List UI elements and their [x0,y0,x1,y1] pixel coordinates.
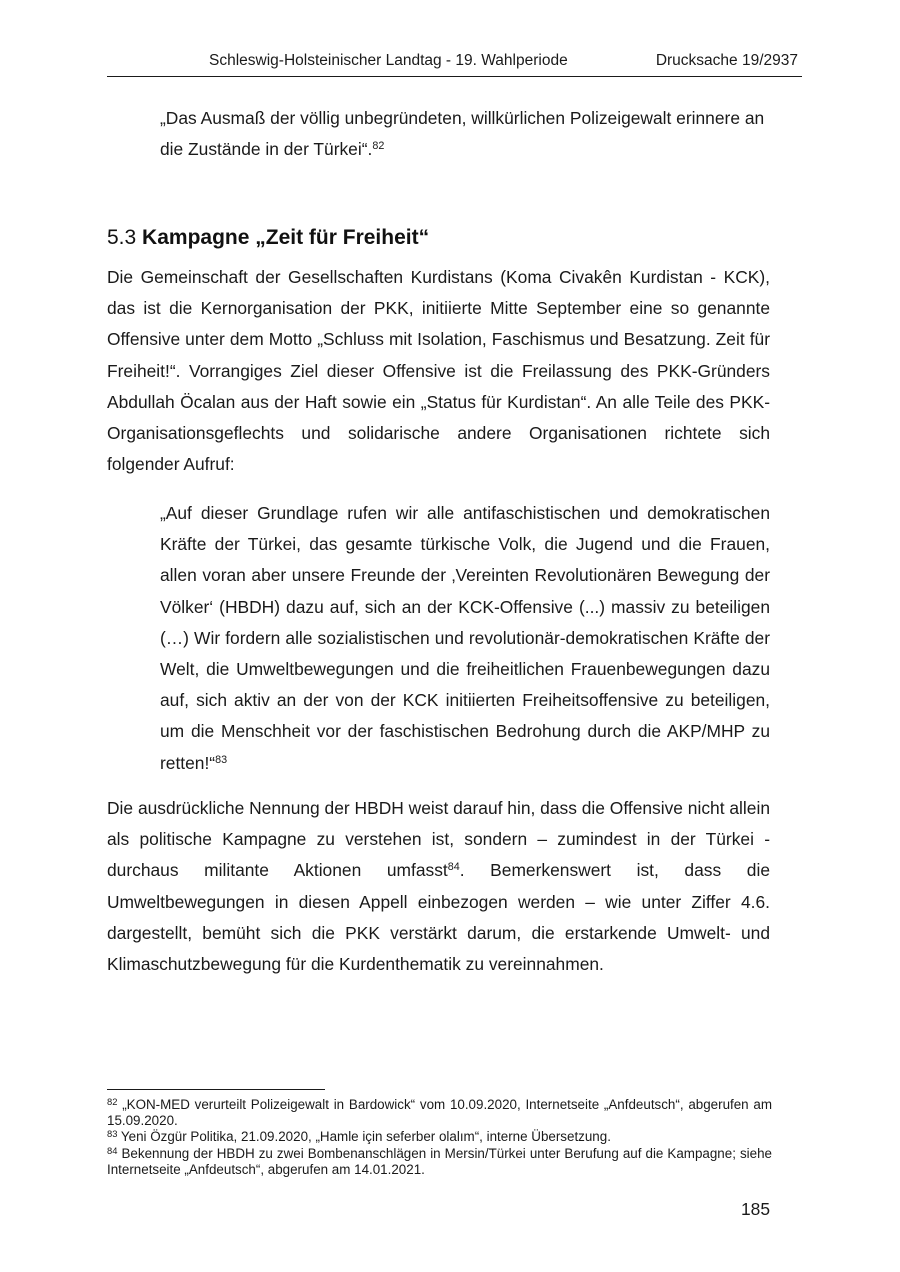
footnote-divider [107,1089,325,1090]
footnote-84 [107,1146,772,1178]
section-title: Kampagne „Zeit für Freiheit“ [142,226,430,249]
header-doc-number: Drucksache 19/2937 [655,52,798,69]
footnote-82 [107,1097,772,1129]
footnote-ref-84[interactable]: 84 [447,861,460,874]
footnote-text: „KON-MED verurteilt Polizeigewalt in Bardowick“ vom 10.09.2020, Internetseite „Anfdeutsch“, abgerufen am 15.09.2020. [107,1097,772,1129]
footnote-number: 82 [107,1096,118,1107]
body-paragraph-2 [107,793,770,980]
footnote-ref-82[interactable]: 82 [372,140,385,153]
footnote-number: 83 [107,1129,118,1140]
footnotes [107,1097,772,1178]
quote-1-text: „Das Ausmaß der völlig unbegründeten, willkürlichen Polizeigewalt erinnere an die Zustände in der Türkei“. [160,108,765,160]
body-2-part-2: . Bemerkenswert ist, dass die Umweltbewegungen in diesen Appell einbezogen werden – wie unter Ziffer 4.6. dargestellt, bemüht sich die PKK verstärkt darum, die erstarkende Umwelt- und Klimaschutzbewegung für die Kurdenthematik zu vereinnahmen. [107,860,770,975]
quote-2-text: „Auf dieser Grundlage rufen wir alle antifaschistischen und demokratischen Kräfte der Türkei, das gesamte türkische Volk, die Jugend und die Frauen, allen voran aber unsere Freunde der ‚Vereinten Revolutionären Bewegung der Völker‘ (HBDH) dazu auf, sich an der KCK-Offensive (...) massiv zu beteiligen (…) Wir fordern alle sozialistischen und revolutionär-demokratischen Kräfte der Welt, die Umweltbewegungen und die freiheitlichen Frauenbewegungen dazu auf, sich aktiv an der von der KCK initiierten Freiheitsoffensive zu beteiligen, um die Menschheit vor der faschistischen Bedrohung durch die AKP/MHP zu retten!“ [160,503,770,773]
page-number: 185 [740,1199,770,1219]
footnote-83 [107,1129,772,1145]
footnote-text: Bekennung der HBDH zu zwei Bombenanschlägen in Mersin/Türkei unter Berufung auf die Kampagne; siehe Internetseite „Anfdeutsch“, abgerufen am 14.01.2021. [107,1145,772,1177]
page-header [107,52,802,76]
section-number: 5.3 [107,226,137,249]
footnote-ref-83[interactable]: 83 [215,753,228,766]
footnote-number: 84 [107,1145,118,1156]
body-paragraph-1: Die Gemeinschaft der Gesellschaften Kurdistans (Koma Civakên Kurdistan - KCK), das ist die Kernorganisation der PKK, initiierte Mitte September eine so genannte Offensive unter dem Motto „Schluss mit Isolation, Faschismus und Besatzung. Zeit für Freiheit!“. Vorrangiges Ziel dieser Offensive ist die Freilassung des PKK-Gründers Abdullah Öcalan aus der Haft sowie ein „Status für Kurdistan“. An alle Teile des PKK-Organisationsgeflechts und solidarische andere Organisationen richtete sich folgender Aufruf: [107,267,770,475]
section-heading [107,226,429,250]
quote-block-1 [160,103,770,165]
footnote-text: Yeni Özgür Politika, 21.09.2020, „Hamle için seferber olalım“, interne Übersetzung. [117,1129,611,1145]
header-divider [107,76,802,77]
quote-block-2 [160,498,770,779]
body-2-part-1: Die ausdrückliche Nennung der HBDH weist darauf hin, dass die Offensive nicht allein als politische Kampagne zu verstehen ist, sondern – zumindest in der Türkei - durchaus militante Aktionen umfasst [107,798,770,881]
header-title: Schleswig-Holsteinischer Landtag - 19. Wahlperiode [209,52,568,69]
